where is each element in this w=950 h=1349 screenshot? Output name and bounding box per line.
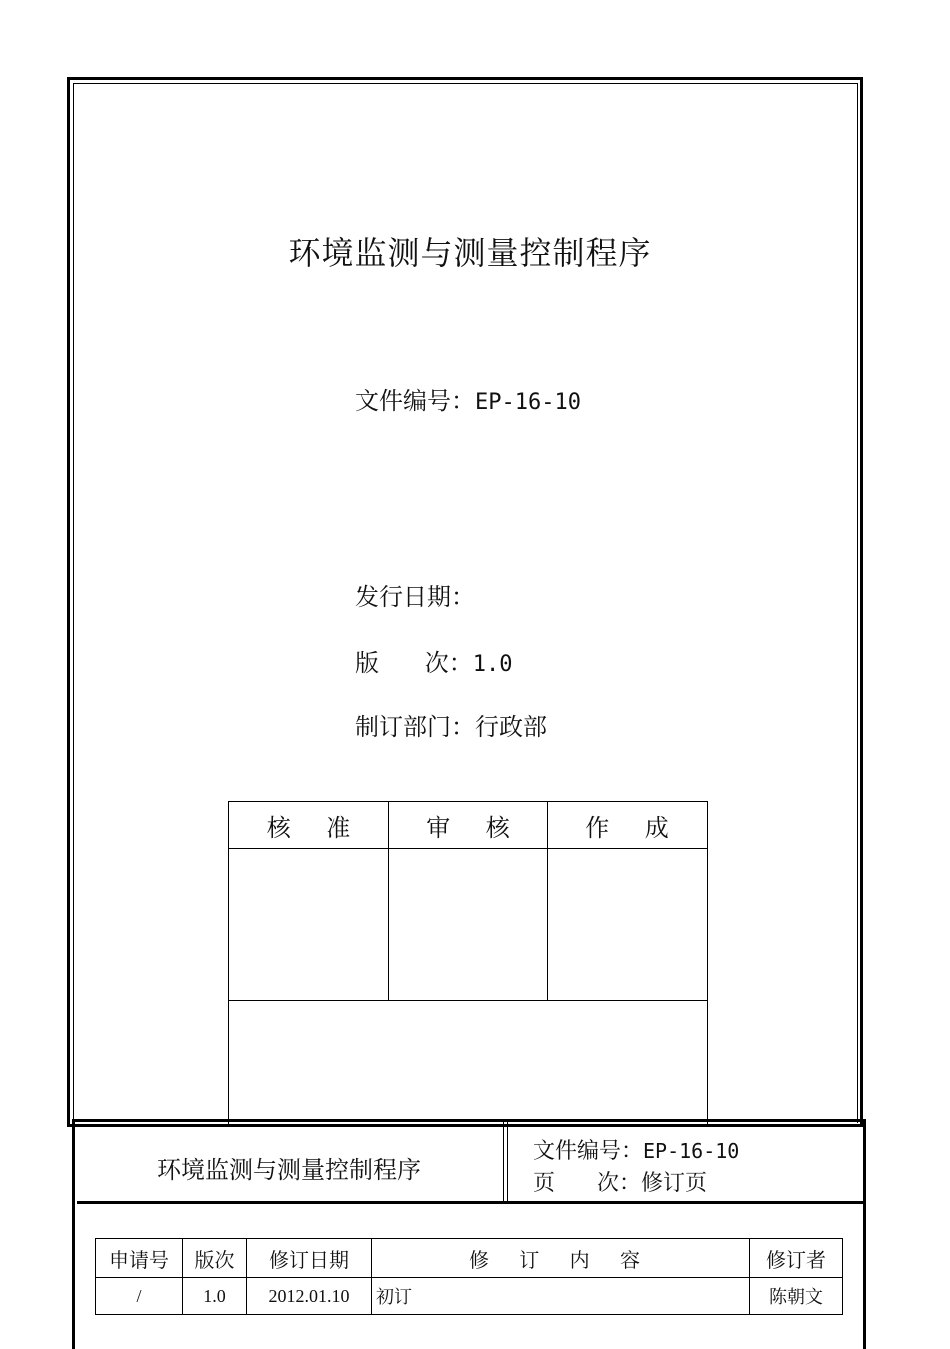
approval-header-review: 审 核 <box>389 802 548 849</box>
cell-request-no: / <box>96 1278 183 1315</box>
department-line <box>355 707 547 742</box>
department-value: 行政部 <box>475 713 547 741</box>
revision-page-label: 页 次： <box>533 1171 641 1196</box>
cell-revision-content: 初订 <box>372 1278 750 1315</box>
revision-header-title: 环境监测与测量控制程序 <box>157 1156 421 1184</box>
doc-number-value: EP-16-10 <box>475 390 581 415</box>
issue-date-line <box>355 577 475 612</box>
department-label: 制订部门： <box>355 713 475 741</box>
approval-column-divider <box>388 802 389 1000</box>
column-header-revision-date: 修订日期 <box>247 1239 372 1278</box>
revision-header-doc-number <box>533 1134 739 1165</box>
column-header-version: 版次 <box>183 1239 247 1278</box>
cell-reviser: 陈朝文 <box>750 1278 843 1315</box>
version-label: 版 次： <box>355 649 473 677</box>
revision-header-page <box>533 1166 707 1197</box>
doc-number-line <box>355 381 581 416</box>
revision-table <box>95 1238 843 1315</box>
issue-date-label: 发行日期： <box>355 583 475 611</box>
approval-column-divider <box>547 802 548 1000</box>
column-header-reviser: 修订者 <box>750 1239 843 1278</box>
column-header-revision-content: 修 订 内 容 <box>372 1239 750 1278</box>
version-value: 1.0 <box>472 652 513 677</box>
version-line <box>355 643 513 678</box>
table-row <box>96 1278 843 1315</box>
approval-table <box>228 801 708 1125</box>
doc-number-label: 文件编号： <box>355 387 475 415</box>
approval-header-approve: 核 准 <box>229 802 389 849</box>
revision-header-divider <box>503 1122 508 1204</box>
approval-row-divider <box>229 1000 707 1001</box>
cell-revision-date: 2012.01.10 <box>247 1278 372 1315</box>
revision-doc-number-label: 文件编号： <box>533 1139 644 1164</box>
revision-table-header-row <box>96 1239 843 1278</box>
cover-inner-border-top <box>73 83 858 84</box>
revision-page-value: 修订页 <box>640 1171 707 1196</box>
cell-version: 1.0 <box>183 1278 247 1315</box>
revision-doc-number-value: EP-16-10 <box>643 1139 740 1163</box>
document-title: 环境监测与测量控制程序 <box>288 234 652 272</box>
approval-header-prepare: 作 成 <box>548 802 707 849</box>
column-header-request-no: 申请号 <box>96 1239 183 1278</box>
